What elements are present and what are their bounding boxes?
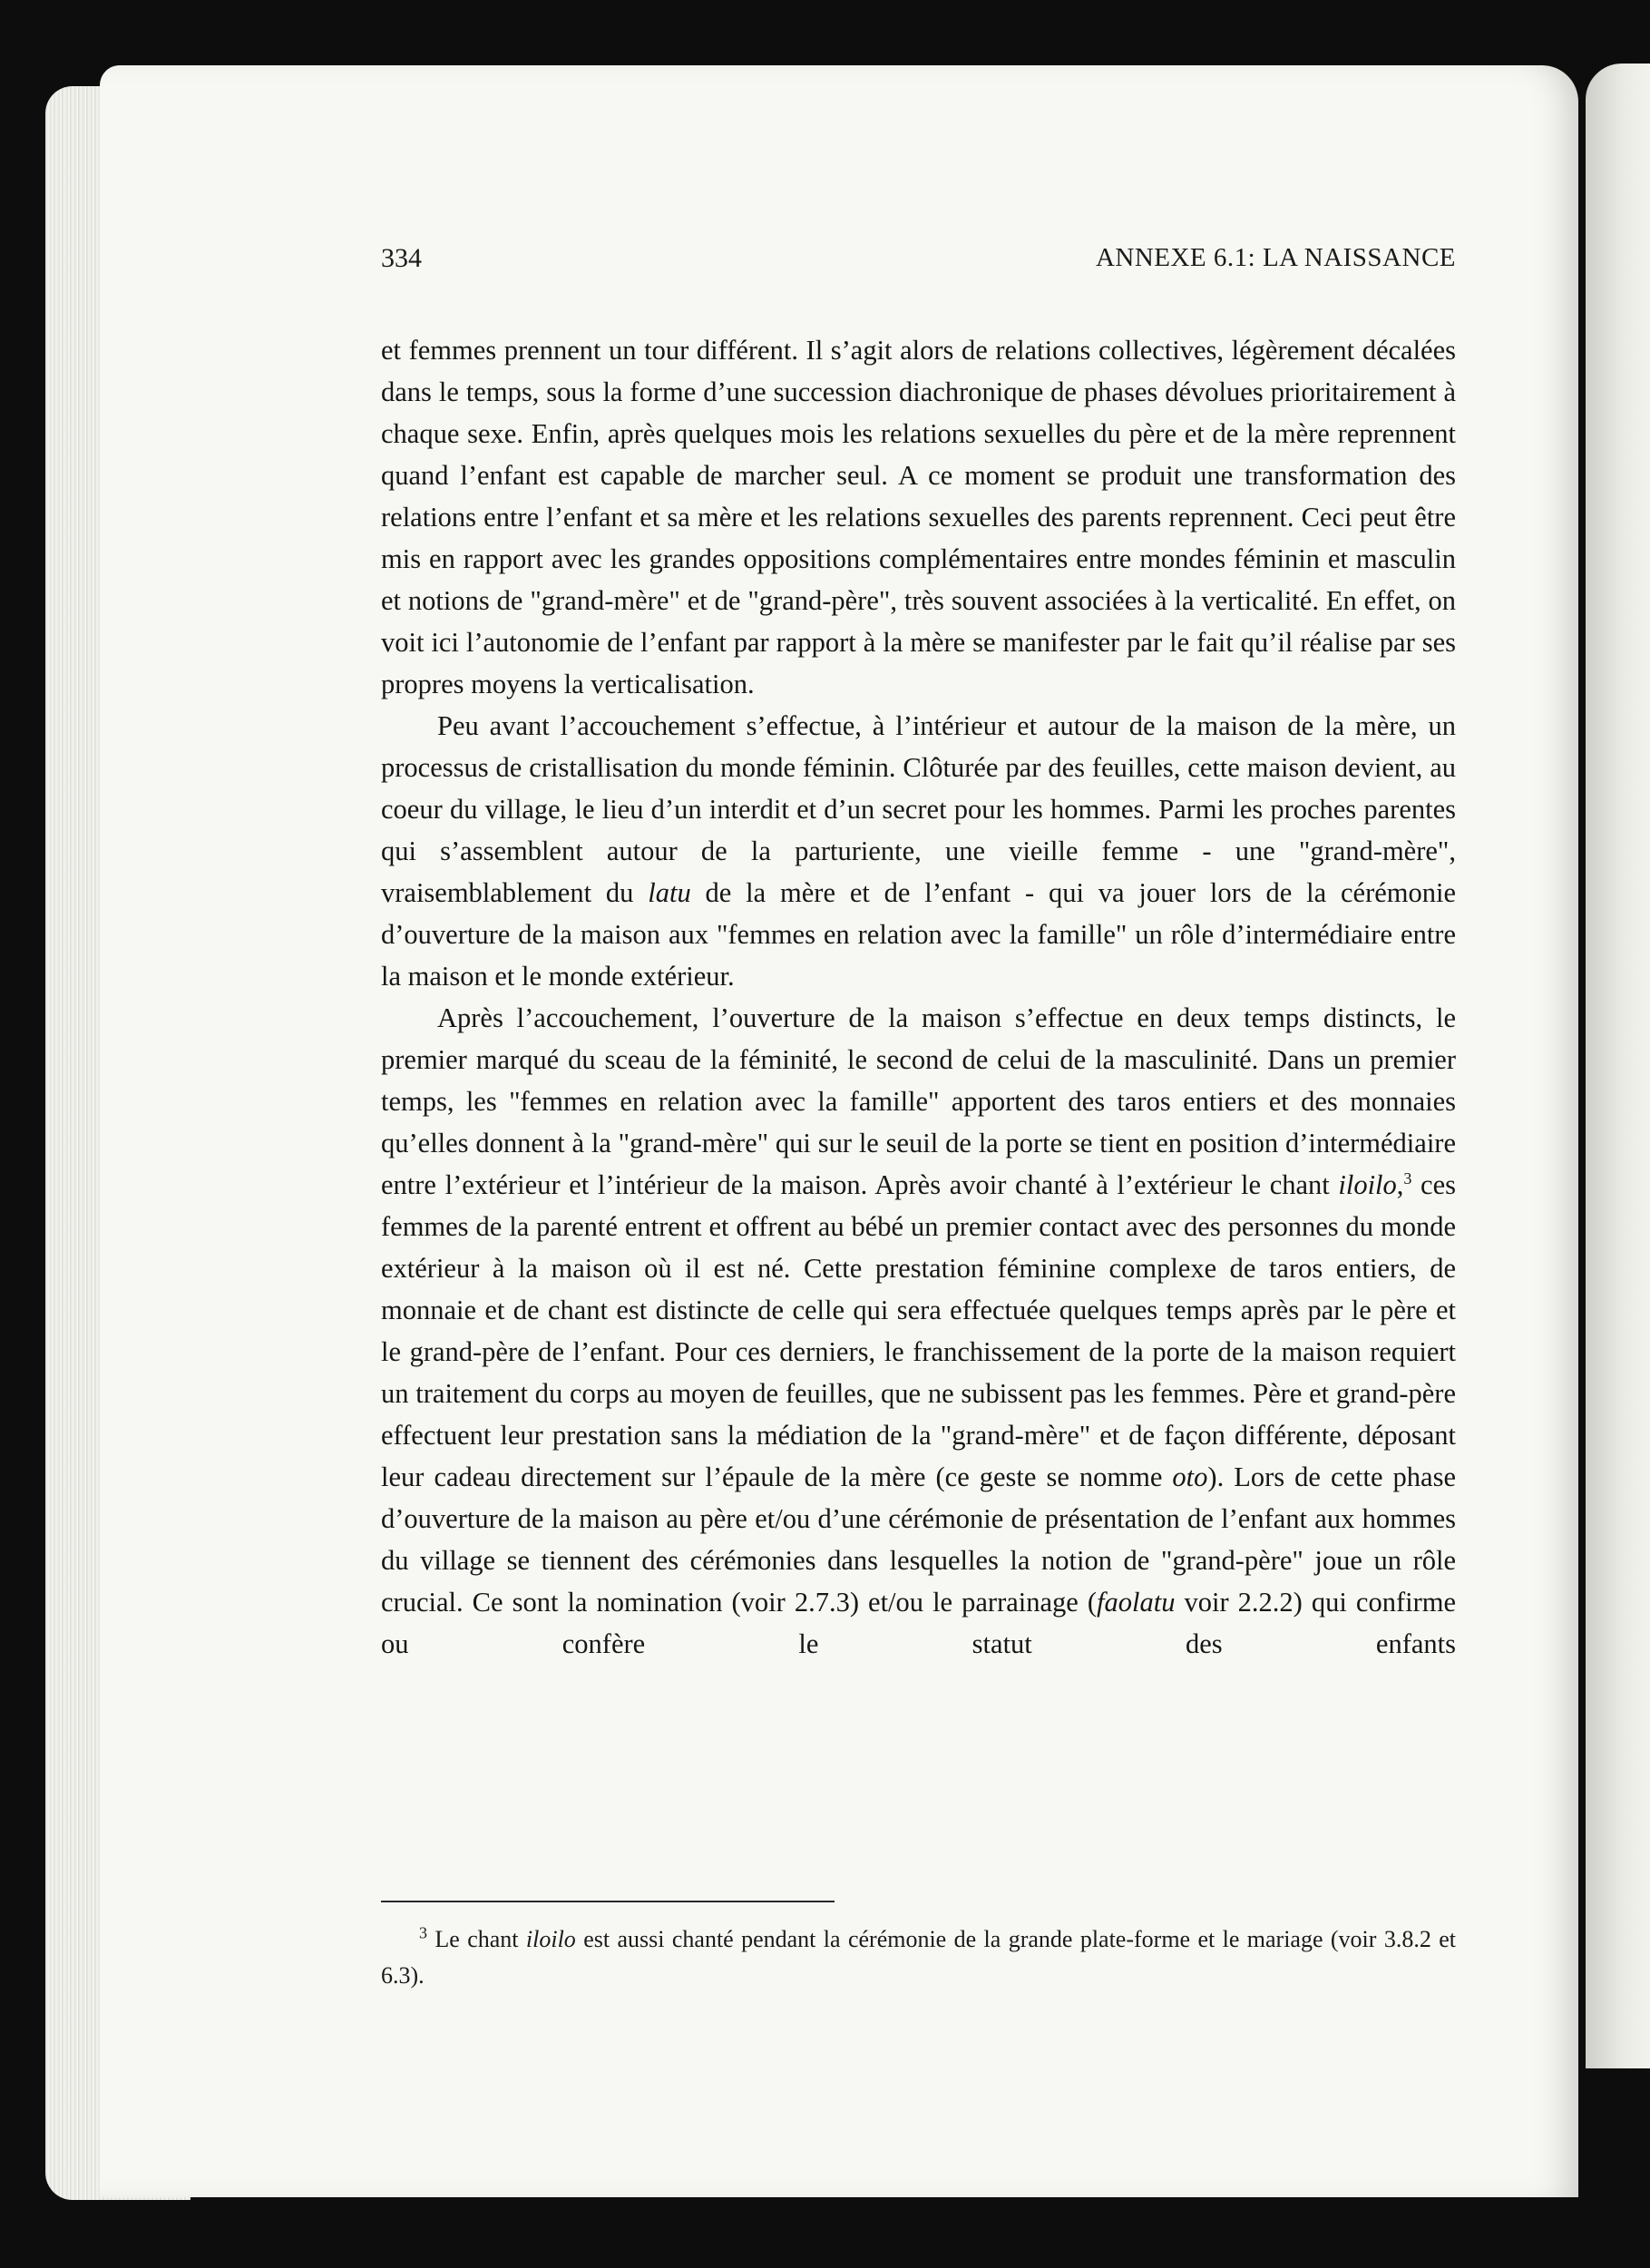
footnote-text: Le chant — [427, 1926, 526, 1952]
paragraph-text: de la mère et de l’enfant - qui va jouer lors de la cérémonie d’ouverture de la maison aux "femmes en relation avec la famille" un rôle d’intermédiaire entre la maison et le monde extérieur. — [381, 877, 1457, 992]
italic-term-latu: latu — [648, 877, 691, 908]
footnote-reference[interactable]: 3 — [1403, 1168, 1412, 1188]
italic-term-faolatu: faolatu — [1097, 1587, 1176, 1618]
paragraph-2 — [381, 705, 1456, 997]
paragraph-text: Après l’accouchement, l’ouverture de la maison s’effectue en deux temps distincts, le premier marqué du sceau de la féminité, le second de celui de la masculinité. Dans un premier temps, les "femmes en relation avec la famille" apportent des taros entiers et des monnaies qu’elles donnent à la "grand-mère" qui sur le seuil de la porte se tient en position d’intermédiaire entre l’extérieur et l’intérieur de la maison. Après avoir chanté à l’extérieur le chant — [381, 1002, 1456, 1200]
main-text — [381, 329, 1456, 1665]
italic-term-iloilo: iloilo — [525, 1926, 576, 1952]
italic-term-oto: oto — [1172, 1461, 1208, 1492]
page-number: 334 — [381, 243, 422, 273]
paragraph-1 — [381, 329, 1456, 705]
footnote-marker: 3 — [419, 1923, 427, 1942]
italic-term-iloilo: iloilo — [1338, 1169, 1397, 1200]
paragraph-text: , — [1396, 1169, 1404, 1200]
paragraph-text: ces femmes de la parenté entrent et offrent au bébé un premier contact avec des personnes du monde extérieur à la maison où il est né. Cette prestation féminine complexe de taros entiers, de monnaie et de chant est distincte de celle qui sera effectuée quelques temps après par le père et le grand-père de l’enfant. Pour ces derniers, le franchissement de la porte de la maison requiert un traitement du corps au moyen de feuilles, que ne subissent pas les femmes. Père et grand-père effectuent leur prestation sans la médiation de la "grand-mère" et de façon différente, déposant leur cadeau directement sur l’épaule de la mère (ce geste se nomme — [381, 1169, 1457, 1492]
running-head — [381, 243, 1456, 279]
footnote-text: est aussi chanté pendant la cérémonie de la grande plate-forme et le mariage (voir 3.8.2 et 6.3). — [381, 1926, 1456, 1989]
paragraph-text: et femmes prennent un tour différent. Il s’agit alors de relations collectives, légèrement décalées dans le temps, sous la forme d’une succession diachronique de phases dévolues prioritairement à chaque sexe. Enfin, après quelques mois les relations sexuelles du père et de la mère reprennent quand l’enfant est capable de marcher seul. A ce moment se produit une transformation des relations entre l’enfant et sa mère et les relations sexuelles des parents reprennent. Ceci peut être mis en rapport avec les grandes oppositions complémentaires entre mondes féminin et masculin et notions de "grand-mère" et de "grand-père", très souvent associées à la verticalité. En effet, on voit ici l’autonomie de l’enfant par rapport à la mère se manifester par le fait qu’il réalise par ses propres moyens la verticalisation. — [381, 335, 1456, 699]
paragraph-text: voir 2.2.2) qui confirme ou confère le statut des enfants — [381, 1587, 1456, 1659]
paragraph-text: Peu avant l’accouchement s’effectue, à l’intérieur et autour de la maison de la mère, un processus de cristallisation du monde féminin. Clôturée par des feuilles, cette maison devient, au coeur du village, le lieu d’un interdit et d’un secret pour les hommes. Parmi les proches parentes qui s’assemblent autour de la parturiente, une vieille femme - une "grand-mère", vraisemblablement du — [381, 710, 1456, 908]
paragraph-text: ). Lors de cette phase d’ouverture de la maison au père et/ou d’une cérémonie de présentation de l’enfant aux hommes du village se tiennent des cérémonies dans lesquelles la notion de "grand-père" joue un rôle crucial. Ce sont la nomination (voir 2.7.3) et/ou le parrainage ( — [381, 1461, 1457, 1618]
chapter-title: ANNEXE 6.1: LA NAISSANCE — [1095, 243, 1456, 272]
paragraph-3 — [381, 997, 1456, 1665]
footnote — [381, 1921, 1456, 1994]
footnote-divider — [381, 1901, 835, 1902]
facing-page-edge — [1586, 64, 1650, 2068]
